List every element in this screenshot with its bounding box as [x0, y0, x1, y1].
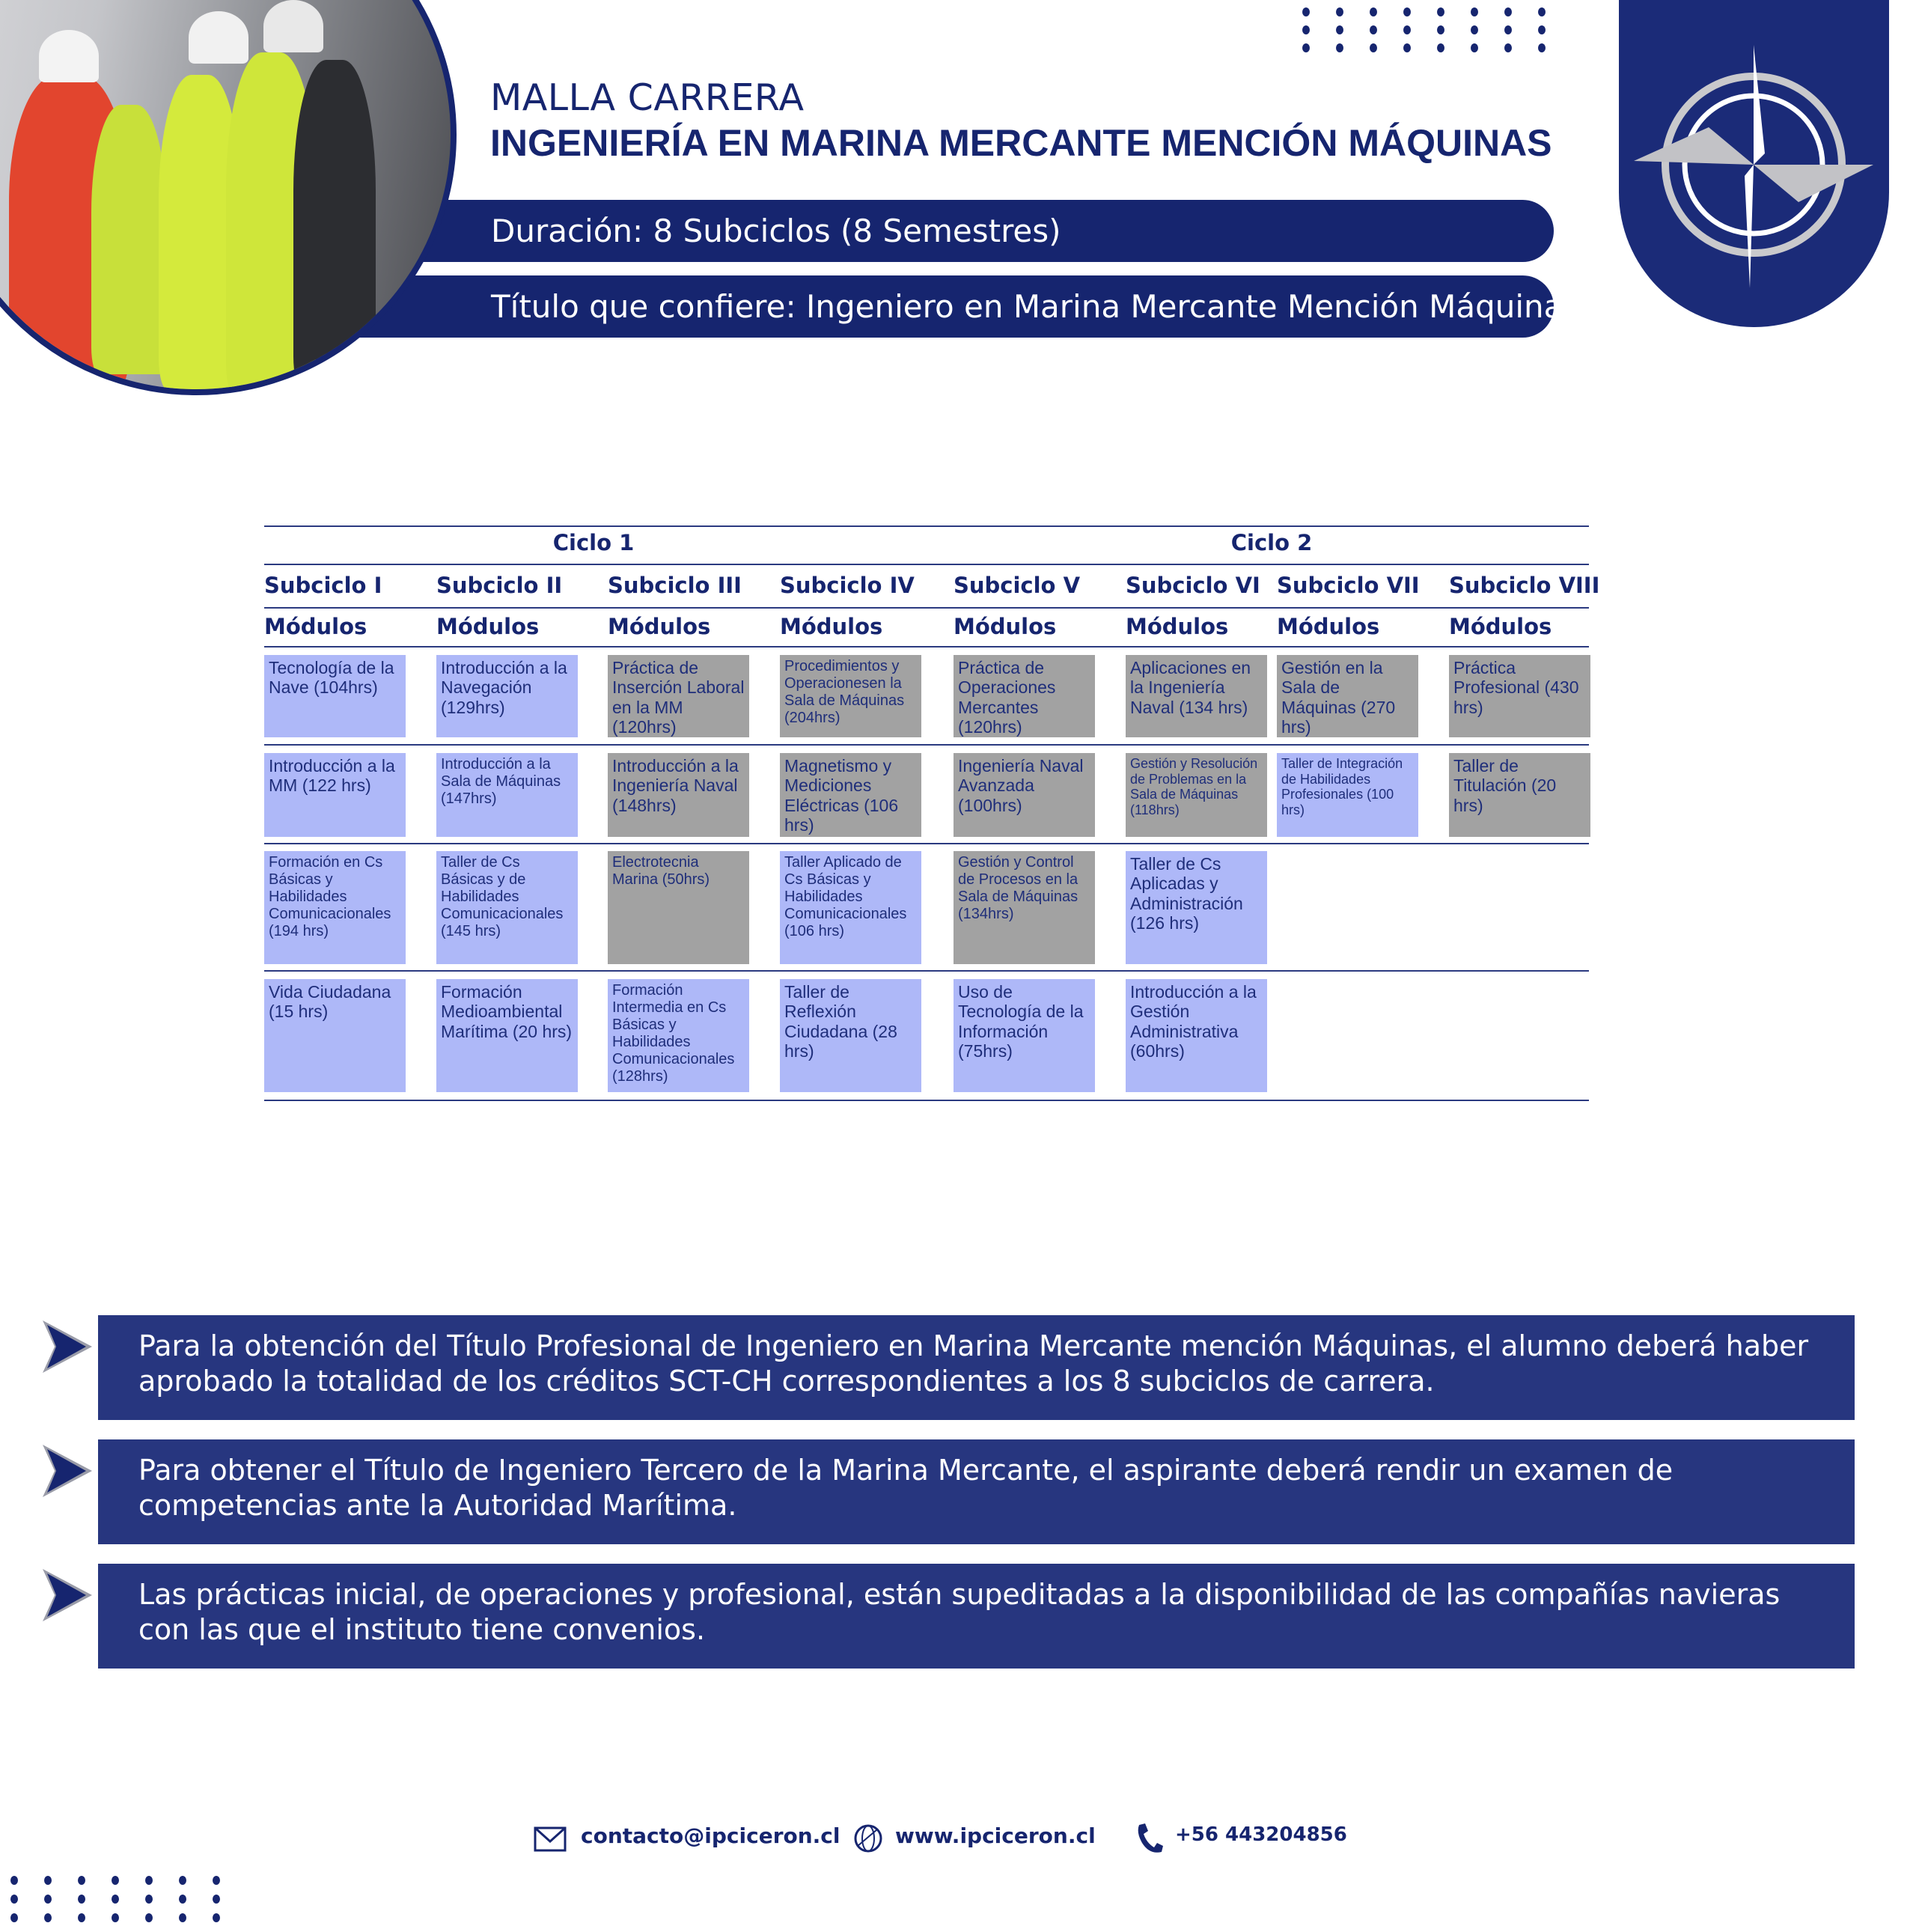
dot [1471, 7, 1478, 16]
dot [78, 1895, 85, 1904]
globe-icon [853, 1823, 883, 1856]
duration-banner [418, 200, 1554, 262]
module-card: Taller de Titulación (20 hrs) [1449, 753, 1590, 837]
degree-text: Título que confiere: Ingeniero en Marina Mercante Mención Máquinas [491, 288, 1580, 325]
module-card: Introducción a la Gestión Administrativa (60hrs) [1126, 979, 1267, 1092]
dot [1336, 7, 1343, 16]
dot [10, 1895, 18, 1904]
dot [179, 1876, 186, 1885]
dot [1538, 25, 1546, 34]
dot [213, 1913, 220, 1922]
module-card: Aplicaciones en la Ingeniería Naval (134 hrs) [1126, 655, 1267, 737]
dot [112, 1876, 119, 1885]
table-divider [264, 564, 1589, 565]
dot [1504, 25, 1512, 34]
modules-label: Módulos [1126, 614, 1229, 639]
decorative-dots-top [1302, 7, 1572, 61]
dot [44, 1913, 52, 1922]
dot [145, 1876, 153, 1885]
module-card: Taller de Cs Básicas y de Habilidades Comunicacionales (145 hrs) [436, 851, 578, 964]
modules-label: Módulos [1449, 614, 1552, 639]
dot [1504, 43, 1512, 52]
envelope-icon [534, 1826, 567, 1855]
dot [1437, 7, 1444, 16]
note-box: Las prácticas inicial, de operaciones y profesional, están supeditadas a la disponibilidad de las compañías navieras con las que el instituto tiene convenios. [98, 1564, 1855, 1669]
subcycle-header: Subciclo IV [780, 573, 915, 598]
dot [112, 1913, 119, 1922]
dot [1538, 7, 1546, 16]
chevron-right-icon [41, 1443, 94, 1499]
dot [1471, 43, 1478, 52]
module-card: Formación en Cs Básicas y Habilidades Comunicacionales (194 hrs) [264, 851, 406, 964]
phone-icon [1135, 1822, 1165, 1858]
module-card: Introducción a la Ingeniería Naval (148hrs) [608, 753, 749, 837]
subcycle-header: Subciclo VIII [1449, 573, 1600, 598]
dot [10, 1876, 18, 1885]
dot [1302, 25, 1310, 34]
dot [145, 1895, 153, 1904]
module-card: Magnetismo y Mediciones Eléctricas (106 hrs) [780, 753, 921, 837]
modules-label: Módulos [780, 614, 883, 639]
page-kicker: MALLA CARRERA [490, 76, 805, 119]
cycle-header: Ciclo 2 [1230, 530, 1313, 555]
website-link[interactable]: www.ipciceron.cl [895, 1823, 1096, 1848]
dot [78, 1876, 85, 1885]
dot [213, 1876, 220, 1885]
table-divider [264, 525, 1589, 527]
dot [1403, 25, 1411, 34]
module-card: Introducción a la Sala de Máquinas (147hrs) [436, 753, 578, 837]
compass-rose-icon [1619, 0, 1889, 327]
subcycle-header: Subciclo VI [1126, 573, 1260, 598]
dot [1336, 43, 1343, 52]
module-card: Práctica de Operaciones Mercantes (120hrs) [954, 655, 1095, 737]
module-card: Taller Aplicado de Cs Básicas y Habilidades Comunicacionales (106 hrs) [780, 851, 921, 964]
dot [1370, 25, 1377, 34]
module-card: Taller de Reflexión Ciudadana (28 hrs) [780, 979, 921, 1092]
table-divider [264, 607, 1589, 609]
dot [145, 1913, 153, 1922]
module-card: Vida Ciudadana (15 hrs) [264, 979, 406, 1092]
dot [1370, 7, 1377, 16]
chevron-right-icon [41, 1567, 94, 1623]
chevron-right-icon [41, 1319, 94, 1374]
module-card: Formación Intermedia en Cs Básicas y Habilidades Comunicacionales (128hrs) [608, 979, 749, 1092]
institution-logo [1619, 0, 1889, 327]
module-card: Taller de Integración de Habilidades Profesionales (100 hrs) [1277, 753, 1418, 837]
module-card: Tecnología de la Nave (104hrs) [264, 655, 406, 737]
table-divider [264, 843, 1589, 844]
table-divider [264, 744, 1589, 746]
module-card: Taller de Cs Aplicadas y Administración (126 hrs) [1126, 851, 1267, 964]
modules-label: Módulos [1277, 614, 1380, 639]
module-card: Gestión y Resolución de Problemas en la Sala de Máquinas (118hrs) [1126, 753, 1267, 837]
degree-banner [356, 275, 1580, 338]
table-divider [264, 970, 1589, 972]
subcycle-header: Subciclo II [436, 573, 563, 598]
dot [1538, 43, 1546, 52]
subcycle-header: Subciclo V [954, 573, 1081, 598]
note-box: Para obtener el Título de Ingeniero Tercero de la Marina Mercante, el aspirante deberá rendir un examen de competencias ante la Autoridad Marítima. [98, 1439, 1855, 1544]
module-card: Gestión en la Sala de Máquinas (270 hrs) [1277, 655, 1418, 737]
subcycle-header: Subciclo I [264, 573, 382, 598]
dot [1403, 7, 1411, 16]
modules-label: Módulos [436, 614, 540, 639]
modules-label: Módulos [608, 614, 711, 639]
module-card: Uso de Tecnología de la Información (75hrs) [954, 979, 1095, 1092]
dot [1336, 25, 1343, 34]
dot [44, 1876, 52, 1885]
dot [112, 1895, 119, 1904]
dot [1471, 25, 1478, 34]
modules-label: Módulos [954, 614, 1057, 639]
duration-text: Duración: 8 Subciclos (8 Semestres) [491, 213, 1061, 249]
table-divider [264, 1100, 1589, 1101]
module-card: Práctica Profesional (430 hrs) [1449, 655, 1590, 737]
cycle-header: Ciclo 1 [552, 530, 635, 555]
table-divider [264, 646, 1589, 647]
dot [78, 1913, 85, 1922]
phone-number[interactable]: +56 443204856 [1175, 1823, 1347, 1846]
module-card: Introducción a la Navegación (129hrs) [436, 655, 578, 737]
dot [1302, 7, 1310, 16]
dot [1437, 43, 1444, 52]
module-card: Introducción a la MM (122 hrs) [264, 753, 406, 837]
subcycle-header: Subciclo VII [1277, 573, 1420, 598]
dot [179, 1895, 186, 1904]
dot [1302, 43, 1310, 52]
module-card: Gestión y Control de Procesos en la Sala de Máquinas (134hrs) [954, 851, 1095, 964]
dot [1504, 7, 1512, 16]
module-card: Electrotecnia Marina (50hrs) [608, 851, 749, 964]
email-link[interactable]: contacto@ipciceron.cl [581, 1823, 840, 1848]
subcycle-header: Subciclo III [608, 573, 742, 598]
note-box: Para la obtención del Título Profesional de Ingeniero en Marina Mercante mención Máquinas, el alumno deberá haber aprobado la totalidad de los créditos SCT-CH correspondientes a los 8 subciclos de carrera. [98, 1315, 1855, 1420]
dot [1403, 43, 1411, 52]
dot [179, 1913, 186, 1922]
dot [213, 1895, 220, 1904]
dot [44, 1895, 52, 1904]
modules-label: Módulos [264, 614, 367, 639]
decorative-dots-bottom [10, 1876, 246, 1932]
module-card: Procedimientos y Operacionesen la Sala de Máquinas (204hrs) [780, 655, 921, 737]
page-title: INGENIERÍA EN MARINA MERCANTE MENCIÓN MÁQUINAS [490, 122, 1552, 164]
dot [1370, 43, 1377, 52]
module-card: Práctica de Inserción Laboral en la MM (120hrs) [608, 655, 749, 737]
module-card: Ingeniería Naval Avanzada (100hrs) [954, 753, 1095, 837]
dot [10, 1913, 18, 1922]
module-card: Formación Medioambiental Marítima (20 hrs) [436, 979, 578, 1092]
dot [1437, 25, 1444, 34]
